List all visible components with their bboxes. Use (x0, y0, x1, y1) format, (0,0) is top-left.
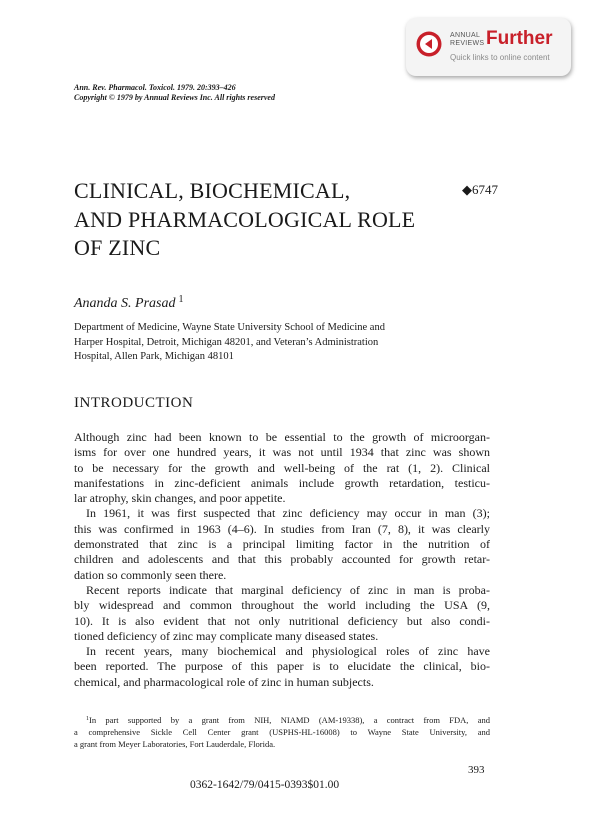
title-line: AND PHARMACOLOGICAL ROLE (74, 206, 416, 232)
text-line: dation so commonly seen there. (74, 567, 227, 582)
badge-annual-text: ANNUAL (450, 32, 481, 39)
play-arrow-icon (416, 31, 442, 57)
text-line: this was confirmed in 1963 (4–6). In studies from Iran (7, 8), it was clearly (74, 521, 490, 536)
paragraph (74, 644, 490, 690)
article-title (74, 177, 474, 263)
footnote-marker: 1 (86, 716, 89, 722)
footnote-line (74, 714, 490, 727)
text-line: Recent reports indicate that marginal deficiency of zinc in man is proba- (86, 582, 490, 597)
affiliation-line: Hospital, Allen Park, Michigan 48101 (74, 351, 234, 362)
issn-price-code: 0362-1642/79/0415-0393$01.00 (190, 779, 340, 791)
footnote-line: a comprehensive Sickle Cell Center grant (USPHS-HL-16008) to Wayne State University, and (74, 726, 490, 737)
copyright-notice: Copyright © 1979 by Annual Reviews Inc. All rights reserved (74, 93, 275, 102)
journal-citation: Ann. Rev. Pharmacol. Toxicol. 1979. 20:393–426 (74, 83, 236, 92)
text-line: Although zinc had been known to be essential to the growth of microorgan- (74, 430, 490, 444)
footnote-text: In part supported by a grant from NIH, NIAMD (AM-19338), a contract from FDA, and (89, 715, 490, 725)
text-line: bly widespread and common throughout the world including the USA (9, (74, 598, 490, 613)
affiliation-line: Harper Hospital, Detroit, Michigan 48201, and Veteran’s Administration (74, 336, 379, 348)
author-name: Ananda S. Prasad (74, 296, 176, 311)
badge-reviews-text: REVIEWS (450, 40, 485, 47)
author-line (74, 291, 184, 313)
article-number: ◆6747 (462, 182, 498, 197)
text-line: chemical, and pharmacological role of zinc in human subjects. (74, 674, 374, 689)
introduction-body (74, 430, 490, 690)
text-line: isms for over one hundred years, it was not until 1934 that zinc was shown (74, 445, 490, 460)
text-line: to be necessary for the growth and well-being of the rat (1, 2). Clinical (74, 460, 490, 475)
footnote-line: a grant from Meyer Laboratories, Fort Lauderdale, Florida. (74, 738, 276, 749)
text-line: demonstrated that zinc is a principal limiting factor in the nutrition of (74, 537, 490, 552)
text-line: been reported. The purpose of this paper is to elucidate the clinical, bio- (74, 659, 490, 674)
text-line: In recent years, many biochemical and physiological roles of zinc have (86, 644, 490, 659)
paragraph (74, 583, 490, 644)
badge-further-text: Further (486, 28, 553, 49)
author-footnote-marker: 1 (178, 294, 184, 305)
text-line: In 1961, it was first suspected that zinc deficiency may occur in man (3); (86, 506, 490, 521)
badge-quick-links-text: Quick links to online content (450, 53, 550, 62)
text-line: 10). It is also evident that not only nutritional deficiency but also condi- (74, 613, 490, 628)
title-line: OF ZINC (74, 235, 161, 260)
text-line: tioned deficiency of zinc may complicate many diseased states. (74, 628, 379, 643)
section-heading-introduction: INTRODUCTION (74, 395, 194, 411)
text-line: lar atrophy, skin changes, and poor appetite. (74, 491, 286, 506)
further-badge[interactable] (406, 18, 571, 76)
paragraph (74, 506, 490, 582)
paragraph (74, 430, 490, 506)
author-affiliation (74, 321, 494, 365)
page-number: 393 (468, 764, 485, 776)
text-line: children and adolescents and that this probably accounted for growth retar- (74, 552, 490, 567)
text-line: manifestations in zinc-deficient animals include growth retardation, testicu- (74, 475, 490, 490)
affiliation-line: Department of Medicine, Wayne State University School of Medicine and (74, 322, 385, 333)
footnote (74, 714, 490, 750)
title-line: CLINICAL, BIOCHEMICAL, (74, 178, 351, 203)
